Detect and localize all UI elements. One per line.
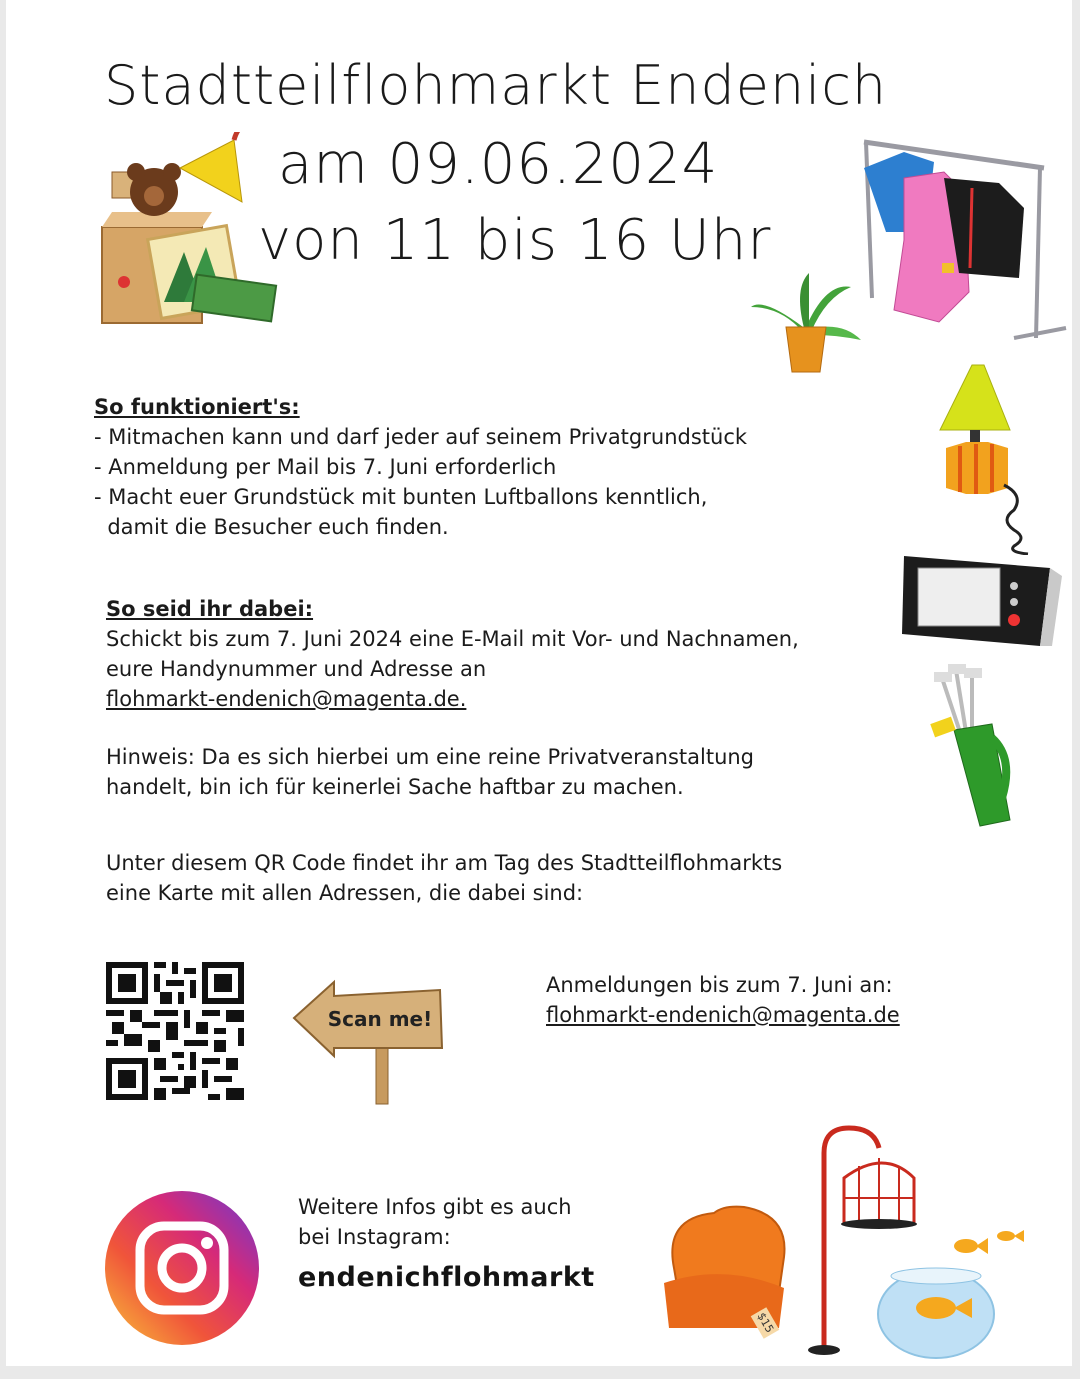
how-it-works-item: damit die Besucher euch finden. <box>94 515 449 539</box>
registration-email-link[interactable]: flohmarkt-endenich@magenta.de <box>546 1003 900 1027</box>
instagram-line: bei Instagram: <box>298 1225 451 1249</box>
how-it-works-heading: So funktioniert's: <box>94 395 300 419</box>
toy-box-illustration <box>84 132 294 332</box>
plant-illustration <box>748 272 863 382</box>
qr-info-section <box>106 848 782 908</box>
how-it-works-item: - Anmeldung per Mail bis 7. Juni erforderlich <box>94 455 557 479</box>
join-line: eure Handynummer und Adresse an <box>106 657 487 681</box>
price-tag-label: $15 <box>754 1310 777 1336</box>
instagram-section <box>298 1192 572 1252</box>
how-it-works-item: - Macht euer Grundstück mit bunten Luftballons kenntlich, <box>94 485 708 509</box>
join-section <box>106 594 799 714</box>
lamp-illustration <box>932 360 1052 555</box>
notice-line: handelt, bin ich für keinerlei Sache haftbar zu machen. <box>106 775 684 799</box>
join-email-link[interactable]: flohmarkt-endenich@magenta.de. <box>106 687 467 711</box>
join-heading: So seid ihr dabei: <box>106 597 314 621</box>
qr-code[interactable] <box>106 962 244 1100</box>
qr-info-line: eine Karte mit allen Adressen, die dabei sind: <box>106 881 584 905</box>
how-it-works-item: - Mitmachen kann und darf jeder auf seinem Privatgrundstück <box>94 425 748 449</box>
instagram-line: Weitere Infos gibt es auch <box>298 1195 572 1219</box>
page-title: Stadtteilflohmarkt Endenich <box>104 54 888 117</box>
microwave-illustration <box>900 546 1062 654</box>
scan-me-label: Scan me! <box>327 1007 433 1031</box>
registration-section <box>546 970 900 1030</box>
qr-info-line: Unter diesem QR Code findet ihr am Tag des Stadtteilflohmarkts <box>106 851 783 875</box>
flyer-page <box>6 0 1072 1366</box>
chair-cage-fishbowl-illustration <box>654 1118 1034 1366</box>
how-it-works-section <box>94 392 747 542</box>
notice-line: Hinweis: Da es sich hierbei um eine reine Privatveranstaltung <box>106 745 755 769</box>
instagram-icon[interactable] <box>104 1190 260 1346</box>
registration-label: Anmeldungen bis zum 7. Juni an: <box>546 973 893 997</box>
scan-me-sign <box>290 978 446 1106</box>
join-line: Schickt bis zum 7. Juni 2024 eine E-Mail mit Vor- und Nachnamen, <box>106 627 799 651</box>
event-time: von 11 bis 16 Uhr <box>258 208 772 273</box>
clothes-rack-illustration <box>844 128 1069 373</box>
instagram-handle[interactable]: endenichflohmarkt <box>298 1262 595 1293</box>
event-date: am 09.06.2024 <box>278 132 719 197</box>
golf-bag-illustration <box>920 660 1030 832</box>
notice-section <box>106 742 754 802</box>
